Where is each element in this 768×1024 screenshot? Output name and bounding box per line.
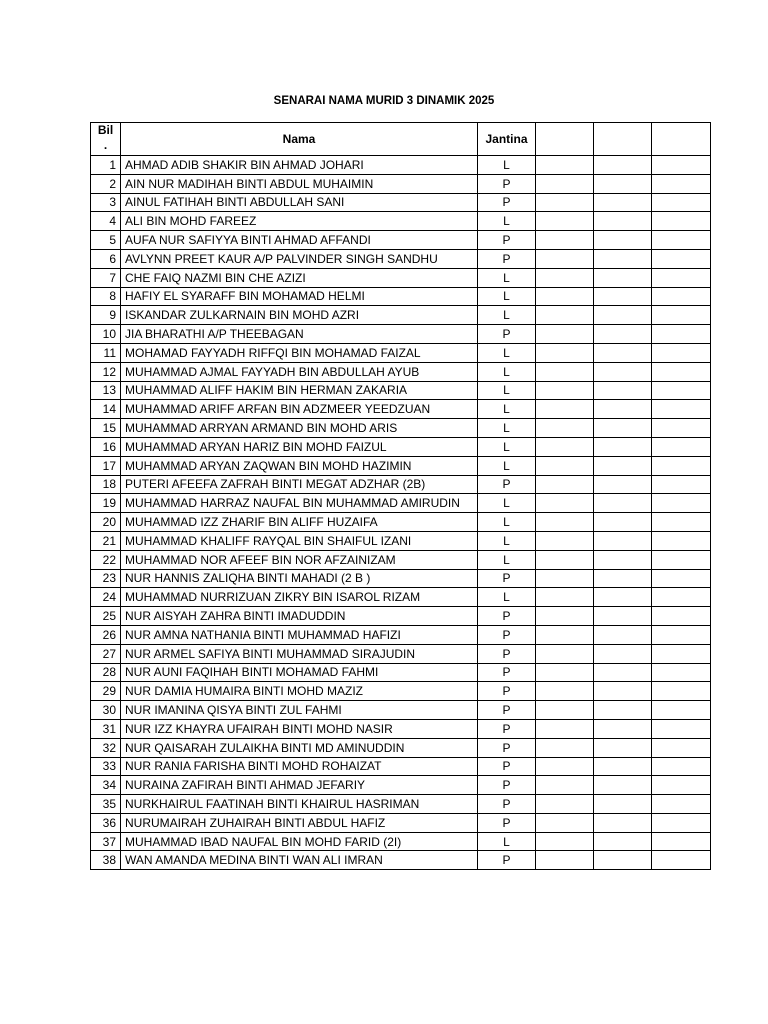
table-row (91, 607, 711, 626)
table-row (91, 193, 711, 212)
row-number-cell: 32 (91, 738, 121, 757)
blank-cell-3 (652, 701, 711, 720)
student-name-cell: MUHAMMAD ALIFF HAKIM BIN HERMAN ZAKARIA (121, 381, 478, 400)
row-number-cell: 16 (91, 437, 121, 456)
student-name-cell: PUTERI AFEEFA ZAFRAH BINTI MEGAT ADZHAR (2B) (121, 475, 478, 494)
blank-cell-3 (652, 287, 711, 306)
blank-cell-1 (536, 437, 594, 456)
blank-cell-3 (652, 757, 711, 776)
gender-cell: L (478, 588, 536, 607)
blank-cell-1 (536, 456, 594, 475)
blank-cell-2 (594, 832, 652, 851)
blank-cell-1 (536, 362, 594, 381)
student-name-cell: NUR AMNA NATHANIA BINTI MUHAMMAD HAFIZI (121, 625, 478, 644)
row-number-cell: 23 (91, 569, 121, 588)
table-header-row (91, 123, 711, 156)
blank-cell-3 (652, 249, 711, 268)
blank-cell-3 (652, 776, 711, 795)
blank-cell-2 (594, 701, 652, 720)
blank-cell-3 (652, 156, 711, 175)
table-row (91, 156, 711, 175)
blank-cell-3 (652, 325, 711, 344)
blank-cell-2 (594, 757, 652, 776)
blank-cell-1 (536, 832, 594, 851)
blank-cell-3 (652, 607, 711, 626)
blank-cell-2 (594, 325, 652, 344)
table-row (91, 400, 711, 419)
table-row (91, 437, 711, 456)
blank-cell-1 (536, 795, 594, 814)
gender-cell: L (478, 437, 536, 456)
blank-cell-1 (536, 513, 594, 532)
gender-cell: P (478, 193, 536, 212)
column-header-jantina: Jantina (478, 123, 536, 156)
blank-cell-1 (536, 569, 594, 588)
row-number-cell: 26 (91, 625, 121, 644)
student-name-cell: AIN NUR MADIHAH BINTI ABDUL MUHAIMIN (121, 174, 478, 193)
table-row (91, 832, 711, 851)
blank-cell-3 (652, 832, 711, 851)
blank-cell-1 (536, 381, 594, 400)
table-row (91, 362, 711, 381)
gender-cell: L (478, 456, 536, 475)
blank-cell-1 (536, 531, 594, 550)
table-row (91, 174, 711, 193)
blank-cell-1 (536, 663, 594, 682)
gender-cell: P (478, 174, 536, 193)
row-number-cell: 33 (91, 757, 121, 776)
gender-cell: L (478, 419, 536, 438)
blank-cell-3 (652, 475, 711, 494)
blank-cell-1 (536, 268, 594, 287)
blank-cell-3 (652, 306, 711, 325)
row-number-cell: 17 (91, 456, 121, 475)
row-number-cell: 8 (91, 287, 121, 306)
blank-cell-3 (652, 813, 711, 832)
gender-cell: P (478, 475, 536, 494)
blank-cell-2 (594, 249, 652, 268)
blank-cell-2 (594, 212, 652, 231)
gender-cell: L (478, 513, 536, 532)
student-name-cell: NURUMAIRAH ZUHAIRAH BINTI ABDUL HAFIZ (121, 813, 478, 832)
blank-cell-3 (652, 362, 711, 381)
student-name-cell: MUHAMMAD ARRYAN ARMAND BIN MOHD ARIS (121, 419, 478, 438)
blank-cell-3 (652, 625, 711, 644)
gender-cell: P (478, 325, 536, 344)
blank-cell-2 (594, 400, 652, 419)
student-name-cell: AINUL FATIHAH BINTI ABDULLAH SANI (121, 193, 478, 212)
table-row (91, 625, 711, 644)
blank-cell-3 (652, 437, 711, 456)
blank-cell-1 (536, 287, 594, 306)
row-number-cell: 29 (91, 682, 121, 701)
table-row (91, 306, 711, 325)
table-row (91, 795, 711, 814)
table-row (91, 813, 711, 832)
table-row (91, 776, 711, 795)
blank-cell-3 (652, 456, 711, 475)
blank-cell-1 (536, 193, 594, 212)
table-row (91, 701, 711, 720)
blank-cell-1 (536, 625, 594, 644)
blank-cell-3 (652, 193, 711, 212)
student-name-cell: MUHAMMAD NOR AFEEF BIN NOR AFZAINIZAM (121, 550, 478, 569)
student-name-cell: NURKHAIRUL FAATINAH BINTI KHAIRUL HASRIMAN (121, 795, 478, 814)
blank-cell-1 (536, 475, 594, 494)
gender-cell: L (478, 212, 536, 231)
gender-cell: P (478, 249, 536, 268)
blank-cell-2 (594, 306, 652, 325)
gender-cell: L (478, 287, 536, 306)
blank-cell-3 (652, 174, 711, 193)
student-name-cell: AVLYNN PREET KAUR A/P PALVINDER SINGH SANDHU (121, 249, 478, 268)
row-number-cell: 4 (91, 212, 121, 231)
student-name-cell: NUR DAMIA HUMAIRA BINTI MOHD MAZIZ (121, 682, 478, 701)
blank-cell-2 (594, 456, 652, 475)
row-number-cell: 12 (91, 362, 121, 381)
blank-cell-3 (652, 719, 711, 738)
table-row (91, 644, 711, 663)
blank-cell-2 (594, 231, 652, 250)
student-name-cell: MUHAMMAD ARYAN HARIZ BIN MOHD FAIZUL (121, 437, 478, 456)
gender-cell: L (478, 268, 536, 287)
gender-cell: P (478, 663, 536, 682)
blank-cell-2 (594, 513, 652, 532)
row-number-cell: 24 (91, 588, 121, 607)
gender-cell: L (478, 362, 536, 381)
student-name-cell: NUR AUNI FAQIHAH BINTI MOHAMAD FAHMI (121, 663, 478, 682)
blank-cell-2 (594, 569, 652, 588)
row-number-cell: 22 (91, 550, 121, 569)
blank-cell-3 (652, 531, 711, 550)
blank-cell-2 (594, 362, 652, 381)
row-number-cell: 20 (91, 513, 121, 532)
blank-cell-1 (536, 550, 594, 569)
gender-cell: P (478, 795, 536, 814)
gender-cell: L (478, 550, 536, 569)
blank-cell-2 (594, 268, 652, 287)
student-name-cell: HAFIY EL SYARAFF BIN MOHAMAD HELMI (121, 287, 478, 306)
row-number-cell: 7 (91, 268, 121, 287)
blank-cell-3 (652, 738, 711, 757)
row-number-cell: 14 (91, 400, 121, 419)
blank-cell-3 (652, 795, 711, 814)
table-row (91, 569, 711, 588)
table-row (91, 550, 711, 569)
row-number-cell: 6 (91, 249, 121, 268)
blank-cell-2 (594, 607, 652, 626)
row-number-cell: 9 (91, 306, 121, 325)
blank-cell-1 (536, 851, 594, 870)
blank-cell-1 (536, 644, 594, 663)
blank-cell-2 (594, 776, 652, 795)
blank-cell-1 (536, 325, 594, 344)
blank-cell-1 (536, 588, 594, 607)
gender-cell: P (478, 851, 536, 870)
blank-cell-1 (536, 607, 594, 626)
blank-cell-2 (594, 156, 652, 175)
gender-cell: P (478, 569, 536, 588)
student-name-cell: MUHAMMAD IZZ ZHARIF BIN ALIFF HUZAIFA (121, 513, 478, 532)
gender-cell: P (478, 757, 536, 776)
blank-cell-1 (536, 343, 594, 362)
blank-cell-3 (652, 419, 711, 438)
gender-cell: L (478, 381, 536, 400)
student-name-cell: WAN AMANDA MEDINA BINTI WAN ALI IMRAN (121, 851, 478, 870)
blank-cell-2 (594, 813, 652, 832)
student-name-cell: MUHAMMAD ARIFF ARFAN BIN ADZMEER YEEDZUAN (121, 400, 478, 419)
blank-cell-2 (594, 588, 652, 607)
gender-cell: L (478, 156, 536, 175)
student-name-cell: AHMAD ADIB SHAKIR BIN AHMAD JOHARI (121, 156, 478, 175)
blank-cell-2 (594, 663, 652, 682)
blank-cell-3 (652, 569, 711, 588)
row-number-cell: 10 (91, 325, 121, 344)
blank-cell-3 (652, 212, 711, 231)
column-header-blank-3 (652, 123, 711, 156)
table-row (91, 738, 711, 757)
row-number-cell: 38 (91, 851, 121, 870)
blank-cell-2 (594, 682, 652, 701)
blank-cell-3 (652, 663, 711, 682)
table-row (91, 513, 711, 532)
student-name-cell: ISKANDAR ZULKARNAIN BIN MOHD AZRI (121, 306, 478, 325)
table-row (91, 249, 711, 268)
blank-cell-2 (594, 625, 652, 644)
student-name-cell: CHE FAIQ NAZMI BIN CHE AZIZI (121, 268, 478, 287)
gender-cell: L (478, 400, 536, 419)
blank-cell-2 (594, 287, 652, 306)
blank-cell-3 (652, 231, 711, 250)
gender-cell: P (478, 682, 536, 701)
row-number-cell: 3 (91, 193, 121, 212)
blank-cell-1 (536, 419, 594, 438)
table-row (91, 663, 711, 682)
blank-cell-2 (594, 738, 652, 757)
row-number-cell: 31 (91, 719, 121, 738)
blank-cell-2 (594, 174, 652, 193)
table-row (91, 287, 711, 306)
row-number-cell: 15 (91, 419, 121, 438)
table-row (91, 212, 711, 231)
table-row (91, 682, 711, 701)
gender-cell: P (478, 625, 536, 644)
student-name-cell: NUR ARMEL SAFIYA BINTI MUHAMMAD SIRAJUDIN (121, 644, 478, 663)
bil-header-line1: Bil (97, 123, 114, 137)
student-name-cell: NURAINA ZAFIRAH BINTI AHMAD JEFARIY (121, 776, 478, 795)
blank-cell-2 (594, 531, 652, 550)
blank-cell-1 (536, 156, 594, 175)
student-name-cell: AUFA NUR SAFIYYA BINTI AHMAD AFFANDI (121, 231, 478, 250)
gender-cell: P (478, 719, 536, 738)
table-row (91, 757, 711, 776)
row-number-cell: 28 (91, 663, 121, 682)
table-row (91, 231, 711, 250)
blank-cell-3 (652, 513, 711, 532)
student-name-cell: MUHAMMAD IBAD NAUFAL BIN MOHD FARID (2I) (121, 832, 478, 851)
blank-cell-1 (536, 701, 594, 720)
row-number-cell: 34 (91, 776, 121, 795)
blank-cell-2 (594, 437, 652, 456)
row-number-cell: 2 (91, 174, 121, 193)
row-number-cell: 5 (91, 231, 121, 250)
blank-cell-3 (652, 644, 711, 663)
table-row (91, 531, 711, 550)
blank-cell-3 (652, 494, 711, 513)
row-number-cell: 25 (91, 607, 121, 626)
table-row (91, 325, 711, 344)
blank-cell-1 (536, 212, 594, 231)
gender-cell: L (478, 306, 536, 325)
gender-cell: L (478, 531, 536, 550)
row-number-cell: 36 (91, 813, 121, 832)
row-number-cell: 27 (91, 644, 121, 663)
student-name-cell: NUR HANNIS ZALIQHA BINTI MAHADI (2 B ) (121, 569, 478, 588)
row-number-cell: 37 (91, 832, 121, 851)
table-row (91, 588, 711, 607)
gender-cell: P (478, 644, 536, 663)
page-title: SENARAI NAMA MURID 3 DINAMIK 2025 (273, 95, 495, 107)
blank-cell-1 (536, 719, 594, 738)
table-row (91, 719, 711, 738)
blank-cell-2 (594, 494, 652, 513)
blank-cell-3 (652, 400, 711, 419)
blank-cell-3 (652, 682, 711, 701)
row-number-cell: 35 (91, 795, 121, 814)
blank-cell-2 (594, 475, 652, 494)
student-name-cell: NUR IMANINA QISYA BINTI ZUL FAHMI (121, 701, 478, 720)
blank-cell-1 (536, 174, 594, 193)
blank-cell-3 (652, 588, 711, 607)
table-row (91, 475, 711, 494)
row-number-cell: 21 (91, 531, 121, 550)
gender-cell: P (478, 607, 536, 626)
student-name-cell: NUR IZZ KHAYRA UFAIRAH BINTI MOHD NASIR (121, 719, 478, 738)
blank-cell-1 (536, 400, 594, 419)
blank-cell-3 (652, 550, 711, 569)
table-row (91, 419, 711, 438)
row-number-cell: 19 (91, 494, 121, 513)
student-name-cell: NUR RANIA FARISHA BINTI MOHD ROHAIZAT (121, 757, 478, 776)
blank-cell-2 (594, 851, 652, 870)
blank-cell-1 (536, 306, 594, 325)
blank-cell-2 (594, 644, 652, 663)
gender-cell: L (478, 832, 536, 851)
blank-cell-3 (652, 268, 711, 287)
row-number-cell: 11 (91, 343, 121, 362)
blank-cell-2 (594, 795, 652, 814)
row-number-cell: 1 (91, 156, 121, 175)
table-row (91, 851, 711, 870)
bil-header-line2: . (103, 138, 108, 152)
blank-cell-2 (594, 381, 652, 400)
student-name-cell: MUHAMMAD ARYAN ZAQWAN BIN MOHD HAZIMIN (121, 456, 478, 475)
student-name-cell: NUR QAISARAH ZULAIKHA BINTI MD AMINUDDIN (121, 738, 478, 757)
row-number-cell: 30 (91, 701, 121, 720)
blank-cell-1 (536, 738, 594, 757)
student-name-cell: ALI BIN MOHD FAREEZ (121, 212, 478, 231)
gender-cell: L (478, 343, 536, 362)
table-row (91, 268, 711, 287)
blank-cell-1 (536, 813, 594, 832)
column-header-bil (91, 123, 121, 156)
blank-cell-2 (594, 343, 652, 362)
student-name-cell: MUHAMMAD NURRIZUAN ZIKRY BIN ISAROL RIZAM (121, 588, 478, 607)
table-row (91, 494, 711, 513)
student-name-cell: MUHAMMAD AJMAL FAYYADH BIN ABDULLAH AYUB (121, 362, 478, 381)
student-rows (91, 156, 711, 870)
row-number-cell: 13 (91, 381, 121, 400)
student-name-cell: MOHAMAD FAYYADH RIFFQI BIN MOHAMAD FAIZAL (121, 343, 478, 362)
table-row (91, 343, 711, 362)
row-number-cell: 18 (91, 475, 121, 494)
student-table (90, 122, 711, 870)
blank-cell-2 (594, 193, 652, 212)
table-row (91, 381, 711, 400)
blank-cell-1 (536, 494, 594, 513)
blank-cell-1 (536, 757, 594, 776)
column-header-nama: Nama (121, 123, 478, 156)
column-header-blank-1 (536, 123, 594, 156)
column-header-blank-2 (594, 123, 652, 156)
blank-cell-2 (594, 719, 652, 738)
gender-cell: P (478, 701, 536, 720)
blank-cell-1 (536, 231, 594, 250)
blank-cell-1 (536, 682, 594, 701)
table-row (91, 456, 711, 475)
gender-cell: L (478, 494, 536, 513)
gender-cell: P (478, 813, 536, 832)
blank-cell-2 (594, 550, 652, 569)
gender-cell: P (478, 776, 536, 795)
student-name-cell: MUHAMMAD HARRAZ NAUFAL BIN MUHAMMAD AMIRUDIN (121, 494, 478, 513)
blank-cell-2 (594, 419, 652, 438)
blank-cell-1 (536, 249, 594, 268)
blank-cell-3 (652, 343, 711, 362)
student-name-cell: NUR AISYAH ZAHRA BINTI IMADUDDIN (121, 607, 478, 626)
gender-cell: P (478, 738, 536, 757)
student-name-cell: JIA BHARATHI A/P THEEBAGAN (121, 325, 478, 344)
gender-cell: P (478, 231, 536, 250)
blank-cell-3 (652, 851, 711, 870)
student-name-cell: MUHAMMAD KHALIFF RAYQAL BIN SHAIFUL IZANI (121, 531, 478, 550)
blank-cell-1 (536, 776, 594, 795)
blank-cell-3 (652, 381, 711, 400)
